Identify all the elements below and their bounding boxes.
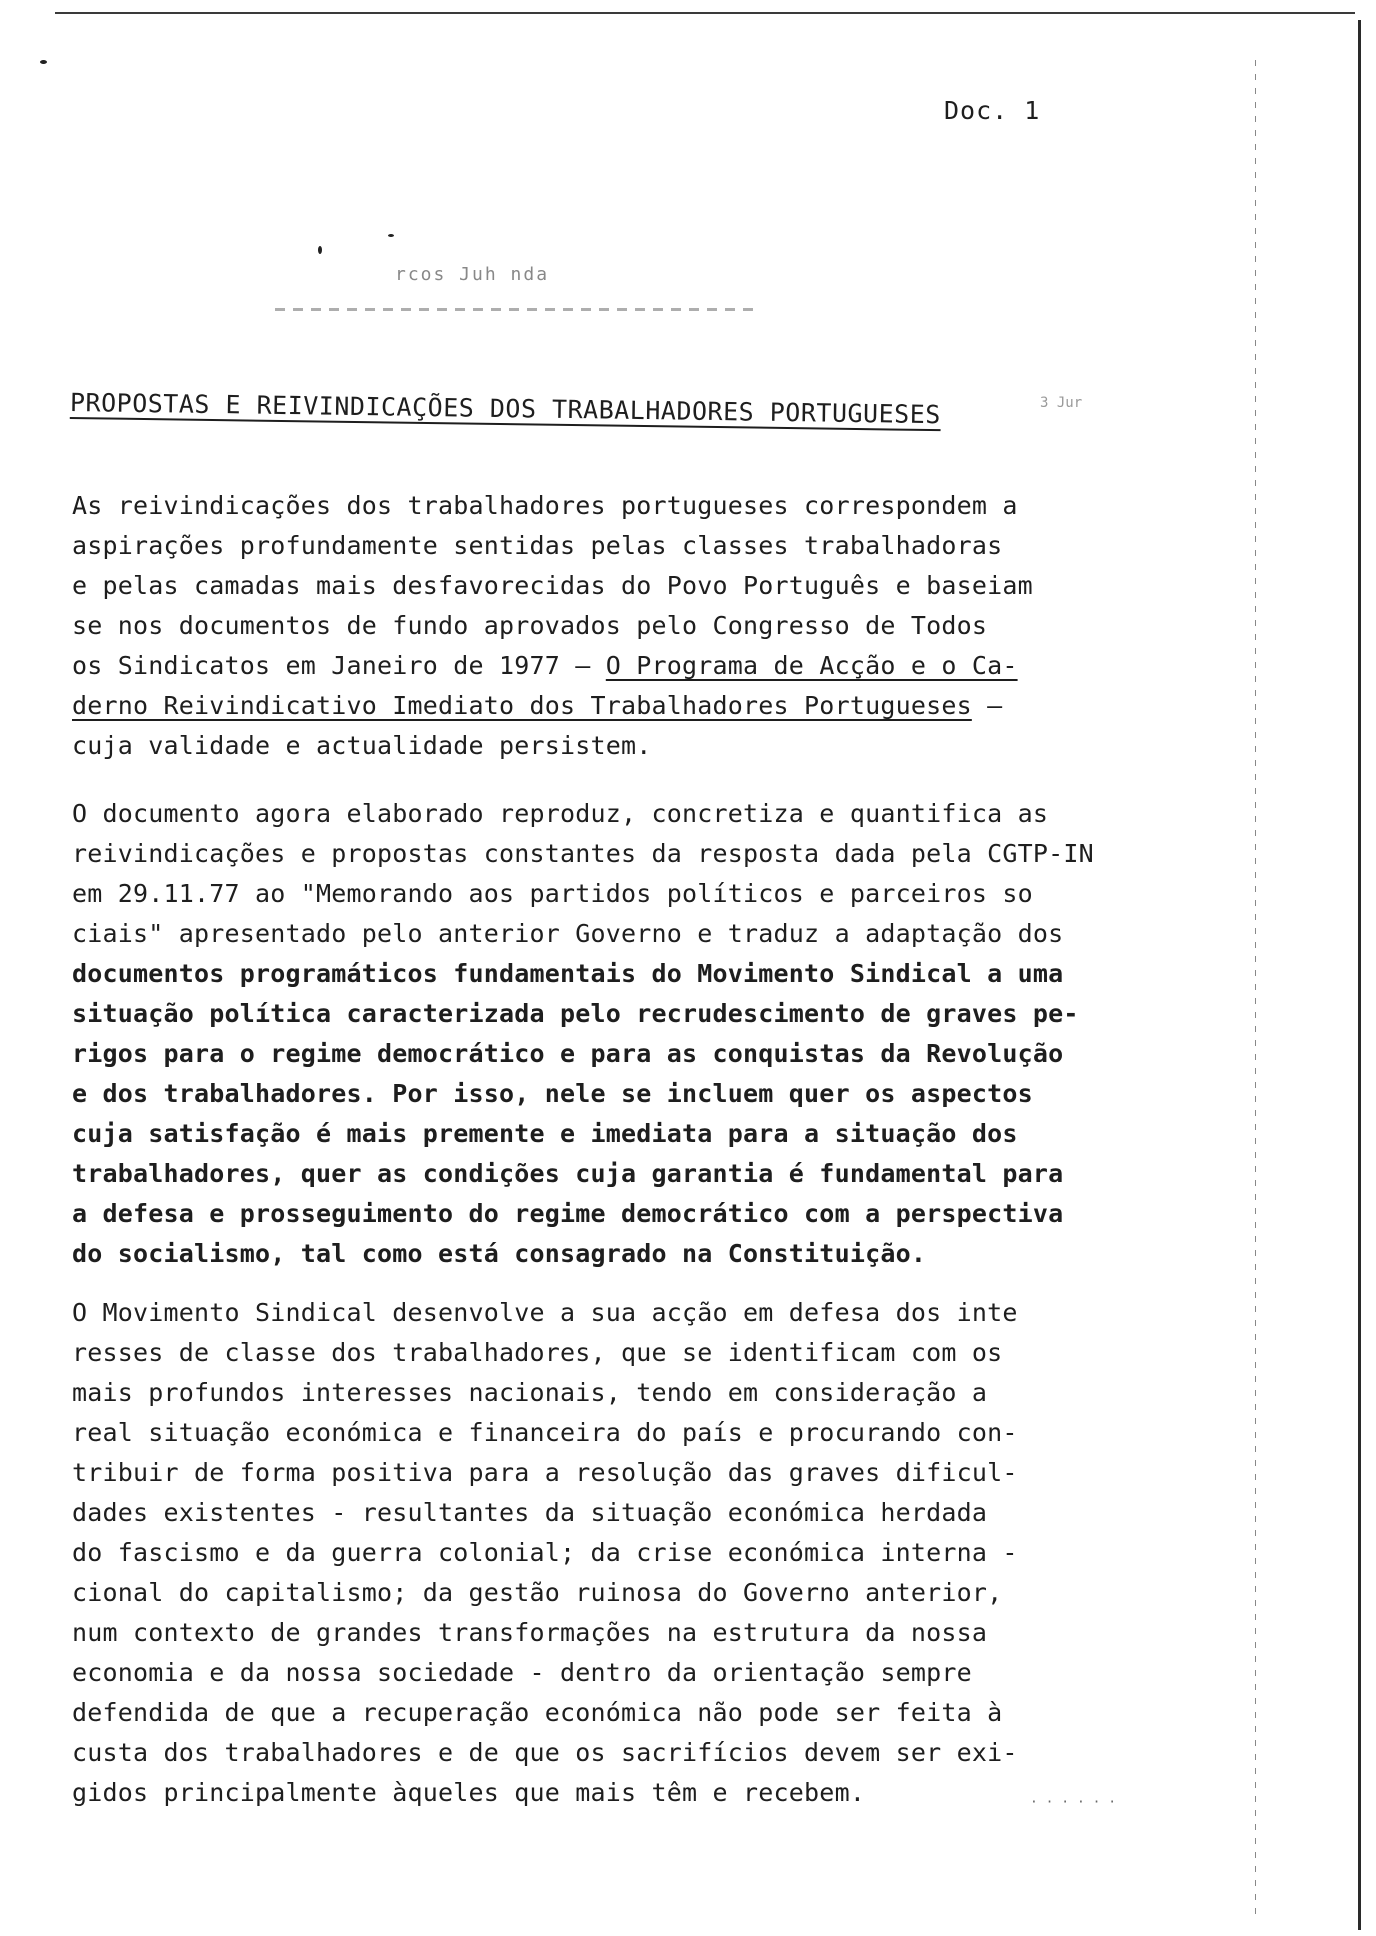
text-segment: os Sindicatos em Janeiro de 1977 — [72,651,606,680]
text-line: dades existentes - resultantes da situação económica herdada [72,1498,988,1527]
text-line: aspirações profundamente sentidas pelas classes trabalhadoras [72,531,1003,560]
text-line: e pelas camadas mais desfavorecidas do Povo Português e baseiam [72,571,1033,600]
text-line: real situação económica e financeira do país e procurando con- [72,1418,1018,1447]
ink-speck [318,246,322,254]
text-line: cional do capitalismo; da gestão ruinosa do Governo anterior, [72,1578,1003,1607]
paragraph-1 [72,486,1182,766]
text-segment: — [971,691,1003,720]
text-line: ciais" apresentado pelo anterior Governo e traduz a adaptação dos [72,919,1064,948]
ink-speck [40,60,47,64]
paragraph-2 [72,794,1182,1274]
text-line: cuja satisfação é mais premente e imediata para a situação dos [72,1119,1018,1148]
stamp-underline [275,308,755,311]
margin-mark: 3 Jur [1040,395,1083,411]
text-line: num contexto de grandes transformações na estrutura da nossa [72,1618,988,1647]
margin-smudge: · · · · · · [1030,1795,1117,1810]
text-line: trabalhadores, quer as condições cuja garantia é fundamental para [72,1159,1064,1188]
text-line: mais profundos interesses nacionais, tendo em consideração a [72,1378,988,1407]
underlined-reference: O Programa de Acção e o Ca- [605,651,1018,680]
text-line: e dos trabalhadores. Por isso, nele se incluem quer os aspectos [72,1079,1033,1108]
right-edge-line [1358,20,1361,1930]
paragraph-3 [72,1293,1182,1813]
text-line: cuja validade e actualidade persistem. [72,731,652,760]
text-line: gidos principalmente àqueles que mais têm e recebem. [72,1778,866,1807]
text-line: resses de classe dos trabalhadores, que se identificam com os [72,1338,1003,1367]
text-line: defendida de que a recuperação económica não pode ser feita à [72,1698,1003,1727]
text-line: O Movimento Sindical desenvolve a sua acção em defesa dos inte [72,1298,1018,1327]
text-line: rigos para o regime democrático e para as conquistas da Revolução [72,1039,1064,1068]
text-line: do fascismo e da guerra colonial; da crise económica interna - [72,1538,1018,1567]
document-reference: Doc. 1 [944,96,1041,125]
ink-speck [388,234,394,237]
text-line: tribuir de forma positiva para a resolução das graves dificul- [72,1458,1018,1487]
text-line: a defesa e prosseguimento do regime democrático com a perspectiva [72,1199,1064,1228]
text-line: se nos documentos de fundo aprovados pelo Congresso de Todos [72,611,988,640]
text-line: do socialismo, tal como está consagrado na Constituição. [72,1239,927,1268]
text-line [72,686,1182,726]
text-line: documentos programáticos fundamentais do Movimento Sindical a uma [72,959,1064,988]
text-line [72,646,1182,686]
text-line: custa dos trabalhadores e de que os sacrifícios devem ser exi- [72,1738,1018,1767]
text-line: As reivindicações dos trabalhadores portugueses correspondem a [72,491,1018,520]
underlined-reference: derno Reivindicativo Imediato dos Trabalhadores Portugueses [72,691,972,720]
text-line: situação política caracterizada pelo recrudescimento de graves pe- [72,999,1079,1028]
top-edge-line [55,12,1355,14]
document-title: PROPOSTAS E REIVINDICAÇÕES DOS TRABALHADORES PORTUGUESES [69,388,941,430]
binding-shadow [1255,60,1256,1920]
faded-stamp: rcos Juh nda [395,264,550,285]
text-line: O documento agora elaborado reproduz, concretiza e quantifica as [72,799,1049,828]
text-line: em 29.11.77 ao "Memorando aos partidos políticos e parceiros so [72,879,1033,908]
text-line: economia e da nossa sociedade - dentro da orientação sempre [72,1658,972,1687]
text-line: reivindicações e propostas constantes da resposta dada pela CGTP-IN [72,839,1094,868]
